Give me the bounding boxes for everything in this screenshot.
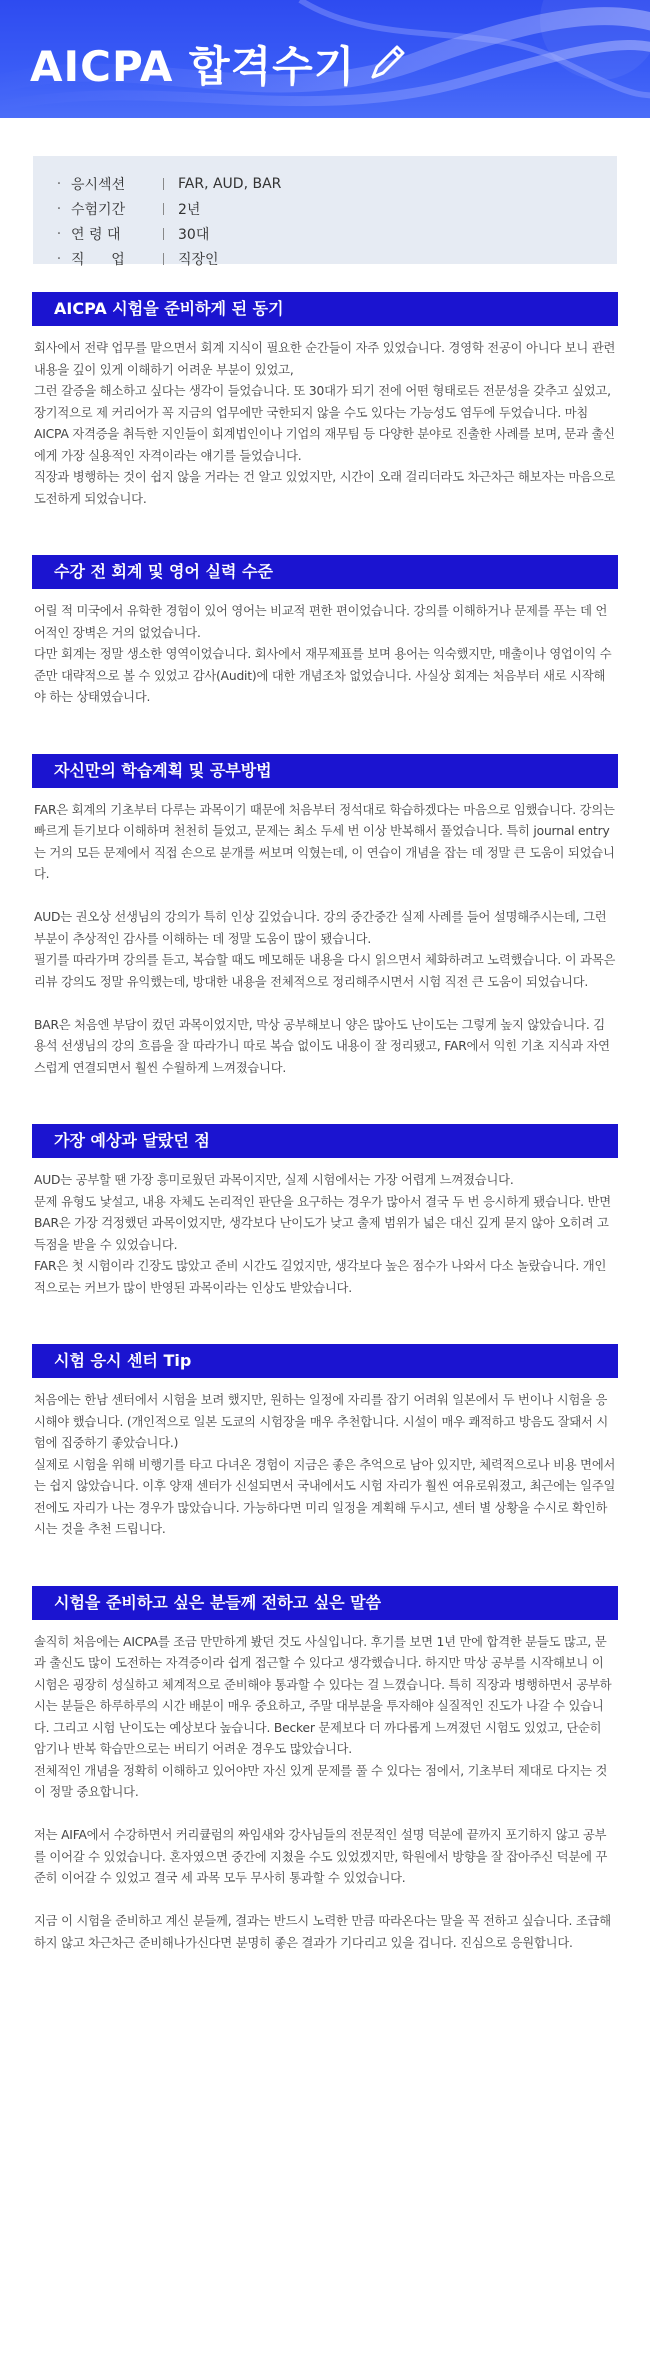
divider [163,228,164,240]
info-value: 2년 [178,202,201,218]
section-heading: 가장 예상과 달랐던 점 [32,1124,618,1158]
bullet-dot: · [56,176,62,192]
paragraph: FAR은 첫 시험이라 긴장도 많았고 준비 시간도 길었지만, 생각보다 높은 점수가 나와서 다소 놀랐습니다. 개인적으로는 커브가 많이 반영된 과목이라는 인상도 받았습니다. [34,1259,607,1295]
paragraph: 지금 이 시험을 준비하고 계신 분들께, 결과는 반드시 노력한 만큼 따라온다는 말을 꼭 전하고 싶습니다. 조급해하지 않고 차근차근 준비해나가신다면 분명히 좋은 결과가 기다리고 있을 겁니다. 진심으로 응원합니다. [34,1914,611,1950]
page-title: AICPA 합격수기 [30,42,356,91]
paragraph-gap [34,1804,616,1826]
paragraph: 저는 AIFA에서 수강하면서 커리큘럼의 짜임새와 강사님들의 전문적인 설명 덕분에 끝까지 포기하지 않고 공부를 이어갈 수 있었습니다. 혼자였으면 중간에 지쳤을 수도 있었겠지만, 학원에서 방향을 잘 잡아주신 덕분에 꾸준히 이어갈 수 있었고 결국 세 과목 모두 무사히 통과할 수 있었습니다. [34,1828,608,1885]
info-label: 직 업 [71,252,125,268]
section-heading: 시험 응시 센터 Tip [32,1344,618,1378]
paragraph: 솔직히 처음에는 AICPA를 조금 만만하게 봤던 것도 사실입니다. 후기를 보면 1년 만에 합격한 분들도 많고, 문과 출신도 많이 도전하는 자격증이라 쉽게 접근할 수 있다고 생각했습니다. 하지만 막상 공부를 시작해보니 이 시험은 굉장히 성실하고 체계적으로 준비해야 통과할 수 있다는 걸 느꼈습니다. 특히 직장과 병행하면서 공부하시는 분들은 하루하루의 시간 배분이 매우 중요하고, 주말 대부분을 투자해야 실질적인 진도가 나갈 수 있습니다. 그리고 시험 난이도는 예상보다 높습니다. Becker 문제보다 더 까다롭게 느껴졌던 시험도 있었고, 단순히 암기나 반복 학습만으로는 버티기 어려운 경우도 많았습니다. [34,1634,612,1756]
section [32,292,618,510]
divider [163,253,164,265]
paragraph: 다만 회계는 정말 생소한 영역이었습니다. 회사에서 재무제표를 보며 용어는 익숙했지만, 매출이나 영업이익 수준만 대략적으로 볼 수 있었고 감사(Audit)에 대한 개념조차 없었습니다. 사실상 회계는 처음부터 새로 시작해야 하는 상태였습니다. [34,647,612,704]
section [32,1124,618,1299]
section [32,1344,618,1541]
info-label: 응시섹션 [71,177,126,193]
section [32,555,618,709]
divider [163,178,164,190]
info-label: 수험기간 [71,202,126,218]
info-row-age [33,224,617,244]
section [32,1586,618,1955]
paragraph: 회사에서 전략 업무를 맡으면서 회계 지식이 필요한 순간들이 자주 있었습니다. 경영학 전공이 아니다 보니 관련 내용을 깊이 있게 이해하기 어려운 부분이 있었고, [34,341,616,377]
paragraph-gap [34,993,616,1015]
header-banner [0,0,650,118]
section-body [32,788,618,1080]
info-value: FAR, AUD, BAR [178,176,282,192]
info-value: 직장인 [178,252,219,268]
pencil-icon [363,41,409,87]
paragraph: AUD는 권오상 선생님의 강의가 특히 인상 깊었습니다. 강의 중간중간 실제 사례를 들어 설명해주시는데, 그런 부분이 추상적인 감사를 이해하는 데 정말 도움이 많이 됐습니다. [34,910,607,946]
paragraph: FAR은 회계의 기초부터 다루는 과목이기 때문에 처음부터 정석대로 학습하겠다는 마음으로 임했습니다. 강의는 빠르게 듣기보다 이해하며 천천히 들었고, 문제는 최소 두세 번 이상 반복해서 풀었습니다. 특히 journal entry는 거의 모든 문제에서 직접 손으로 분개를 써보며 익혔는데, 이 연습이 개념을 잡는 데 정말 큰 도움이 되었습니다. [34,802,615,881]
divider [163,203,164,215]
paragraph: AUD는 공부할 땐 가장 흥미로웠던 과목이지만, 실제 시험에서는 가장 어렵게 느껴졌습니다. [34,1173,514,1187]
section-heading: 자신만의 학습계획 및 공부방법 [32,754,618,788]
paragraph: 실제로 시험을 위해 비행기를 타고 다녀온 경험이 지금은 좋은 추억으로 남아 있지만, 체력적으로나 비용 면에서는 쉽지 않았습니다. 이후 양재 센터가 신설되면서 국내에서도 시험 자리가 훨씬 여유로워졌고, 최근에는 일주일 전에도 자리가 나는 경우가 많았습니다. 가능하다면 미리 일정을 계획해 두시고, 센터 별 상황을 수시로 확인하시는 것을 추천 드립니다. [34,1457,616,1536]
paragraph: 그런 갈증을 해소하고 싶다는 생각이 들었습니다. 또 30대가 되기 전에 어떤 형태로든 전문성을 갖추고 싶었고, 장기적으로 제 커리어가 꼭 지금의 업무에만 국한되지 않을 수도 있다는 가능성도 염두에 두었습니다. 마침 AICPA 자격증을 취득한 지인들이 회계법인이나 기업의 재무팀 등 다양한 분야로 진출한 사례를 보며, 문과 출신에게 가장 실용적인 자격이라는 얘기를 들었습니다. [34,384,615,463]
section-body [32,1620,618,1955]
bullet-dot: · [56,251,62,267]
paragraph: 어릴 적 미국에서 유학한 경험이 있어 영어는 비교적 편한 편이었습니다. 강의를 이해하거나 문제를 푸는 데 언어적인 장벽은 거의 없었습니다. [34,604,608,640]
paragraph: 직장과 병행하는 것이 쉽지 않을 거라는 건 알고 있었지만, 시간이 오래 걸리더라도 차근차근 해보자는 마음으로 도전하게 되었습니다. [34,470,616,506]
paragraph: BAR은 처음엔 부담이 컸던 과목이었지만, 막상 공부해보니 양은 많아도 난이도는 그렇게 높지 않았습니다. 김용석 선생님의 강의 흐름을 잘 따라가니 따로 복습 없이도 내용이 잘 정리됐고, FAR에서 익힌 기초 지식과 자연스럽게 연결되면서 훨씬 수월하게 느껴졌습니다. [34,1017,610,1075]
bullet-dot: · [56,201,62,217]
paragraph: 필기를 따라가며 강의를 듣고, 복습할 때도 메모해둔 내용을 다시 읽으면서 체화하려고 노력했습니다. 이 과목은 리뷰 강의도 정말 유익했는데, 방대한 내용을 전체적으로 정리해주시면서 시험 직전 큰 도움이 되었습니다. [34,953,616,989]
info-row-job [33,249,617,269]
paragraph-gap [34,1890,616,1912]
paragraph: 문제 유형도 낯설고, 내용 자체도 논리적인 판단을 요구하는 경우가 많아서 결국 두 번 응시하게 됐습니다. 반면 BAR은 가장 걱정했던 과목이었지만, 생각보다 난이도가 낮고 출제 범위가 넓은 대신 깊게 묻지 않아 오히려 고득점을 받을 수 있었습니다. [34,1194,611,1252]
section-body [32,1378,618,1541]
section-body [32,589,618,709]
paragraph: 처음에는 한남 센터에서 시험을 보려 했지만, 원하는 일정에 자리를 잡기 어려워 일본에서 두 번이나 시험을 응시해야 했습니다. (개인적으로 일본 도쿄의 시험장을 매우 추천합니다. 시설이 매우 쾌적하고 방음도 잘돼서 시험에 집중하기 좋았습니다.) [34,1393,609,1450]
section [32,754,618,1080]
bullet-dot: · [56,226,62,242]
info-row-section [33,174,617,194]
paragraph: 전체적인 개념을 정확히 이해하고 있어야만 자신 있게 문제를 풀 수 있다는 점에서, 기초부터 제대로 다지는 것이 정말 중요합니다. [34,1763,608,1799]
section-body [32,326,618,510]
section-heading: 시험을 준비하고 싶은 분들께 전하고 싶은 말씀 [32,1586,618,1620]
section-body [32,1158,618,1299]
sections-container [0,292,650,1954]
section-heading: AICPA 시험을 준비하게 된 동기 [32,292,618,326]
applicant-info-box [33,156,617,268]
info-label: 연 령 대 [71,227,121,243]
section-heading: 수강 전 회계 및 영어 실력 수준 [32,555,618,589]
info-value: 30대 [178,227,210,243]
paragraph-gap [34,886,616,908]
info-row-period [33,199,617,219]
